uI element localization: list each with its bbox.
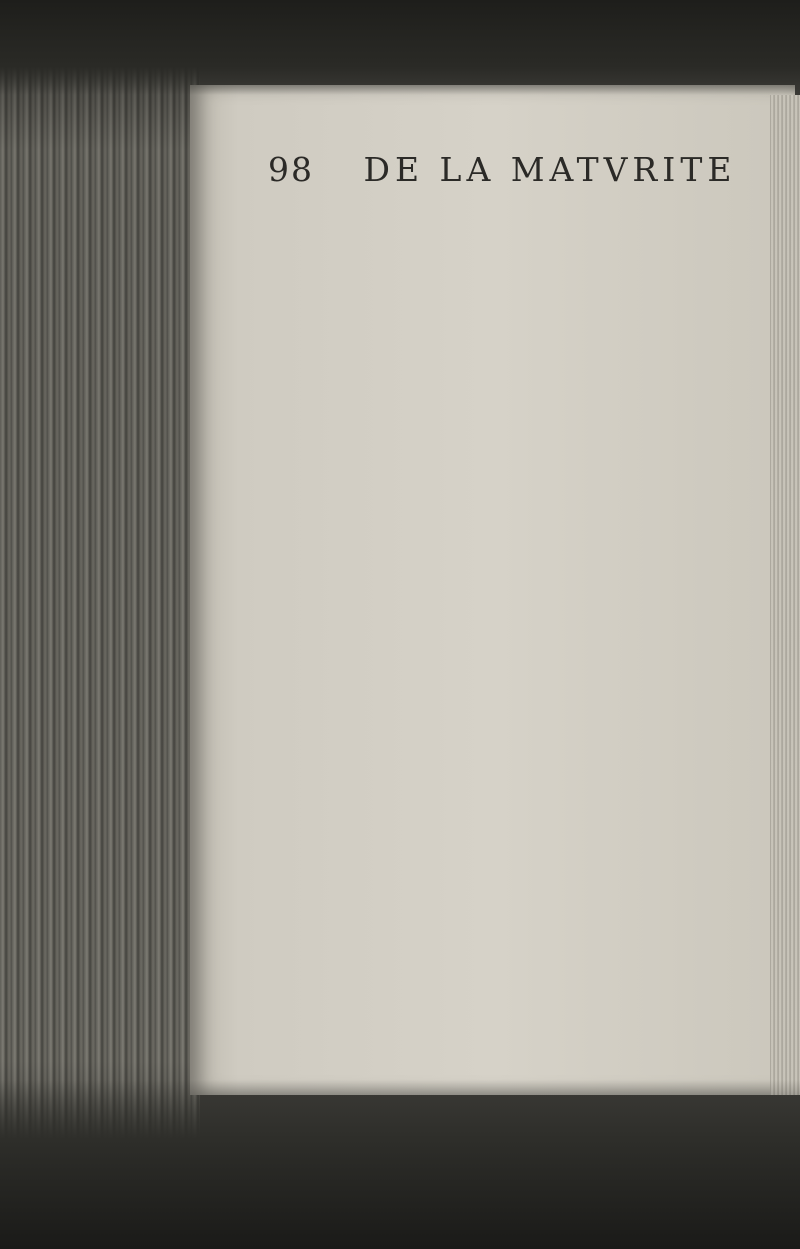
spine-shadow (0, 0, 200, 1249)
page-right-edge (770, 95, 800, 1095)
top-shadow (0, 0, 800, 95)
book-page (190, 85, 795, 1095)
bottom-shadow (0, 1080, 800, 1249)
running-title: DE LA MATVRITE (363, 150, 737, 189)
running-header (268, 150, 736, 189)
page-number: 98 (268, 150, 314, 189)
